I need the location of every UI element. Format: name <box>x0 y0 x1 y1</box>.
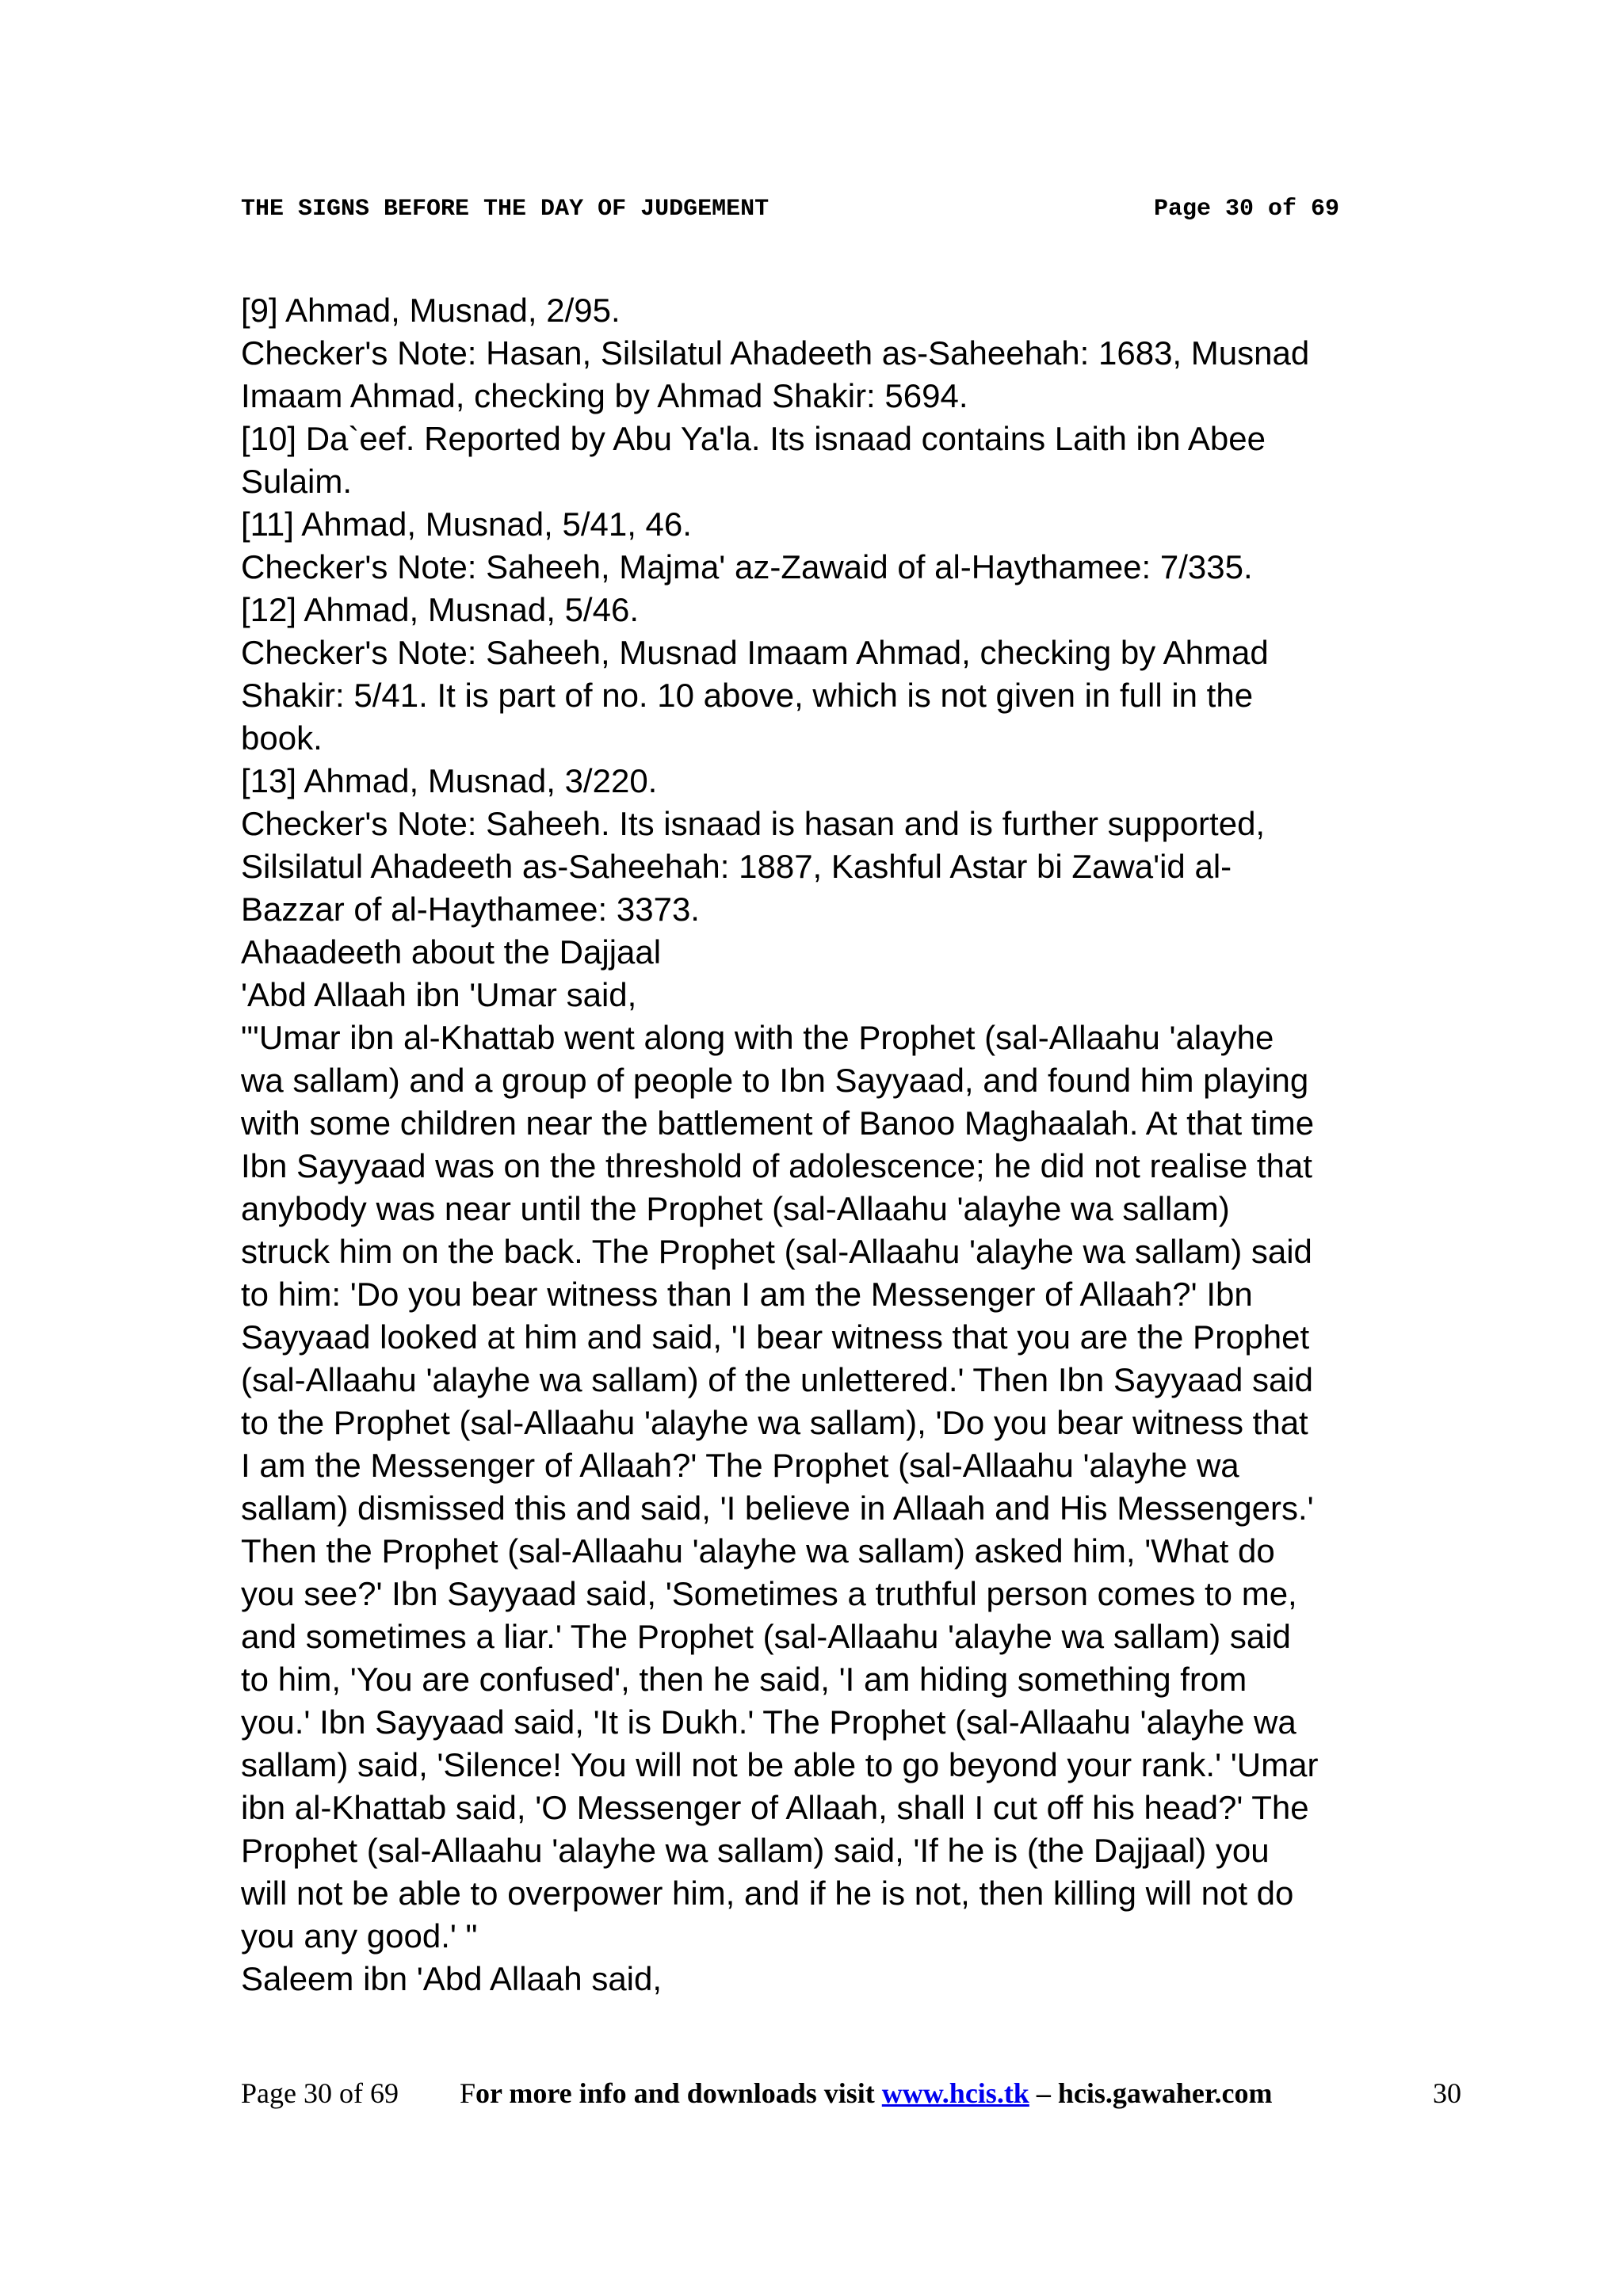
body-line: wa sallam) and a group of people to Ibn Sayyaad, and found him playing <box>241 1062 1309 1099</box>
body-line: Checker's Note: Hasan, Silsilatul Ahadeeth as-Saheehah: 1683, Musnad <box>241 334 1310 372</box>
body-line: Imaam Ahmad, checking by Ahmad Shakir: 5694. <box>241 377 968 414</box>
body-line: [9] Ahmad, Musnad, 2/95. <box>241 292 621 329</box>
body-line: Saleem ibn 'Abd Allaah said, <box>241 1960 663 1997</box>
body-line: Checker's Note: Saheeh, Majma' az-Zawaid of al-Haythamee: 7/335. <box>241 548 1253 585</box>
body-line: Sayyaad looked at him and said, 'I bear witness that you are the Prophet <box>241 1318 1310 1356</box>
footer-page-number: 30 <box>1433 2077 1461 2109</box>
promo-text: or more info and downloads visit <box>475 2077 882 2109</box>
section-heading: Ahaadeeth about the Dajjaal <box>241 933 662 971</box>
body-line: Ibn Sayyaad was on the threshold of adolescence; he did not realise that <box>241 1147 1312 1184</box>
body-line: anybody was near until the Prophet (sal-Allaahu 'alayhe wa sallam) <box>241 1190 1230 1227</box>
body-line: sallam) said, 'Silence! You will not be able to go beyond your rank.' 'Umar <box>241 1746 1319 1783</box>
promo-separator: – hcis.gawaher.com <box>1029 2077 1273 2109</box>
header-page-label: Page 30 of 69 <box>1154 196 1340 223</box>
body-line: will not be able to overpower him, and if he is not, then killing will not do <box>241 1875 1294 1912</box>
body-line: Checker's Note: Saheeh. Its isnaad is hasan and is further supported, <box>241 805 1266 842</box>
body-line: [10] Da`eef. Reported by Abu Ya'la. Its isnaad contains Laith ibn Abee <box>241 420 1266 457</box>
body-line: you see?' Ibn Sayyaad said, 'Sometimes a truthful person comes to me, <box>241 1575 1297 1612</box>
body-line: to him, 'You are confused', then he said, 'I am hiding something from <box>241 1661 1247 1698</box>
body-line: to him: 'Do you bear witness than I am the Messenger of Allaah?' Ibn <box>241 1276 1253 1313</box>
body-line: (sal-Allaahu 'alayhe wa sallam) of the unlettered.' Then Ibn Sayyaad said <box>241 1361 1314 1398</box>
body-line: [11] Ahmad, Musnad, 5/41, 46. <box>241 505 692 543</box>
document-title: THE SIGNS BEFORE THE DAY OF JUDGEMENT <box>241 196 769 223</box>
body-line: I am the Messenger of Allaah?' The Prophet (sal-Allaahu 'alayhe wa <box>241 1447 1239 1484</box>
page-header <box>241 193 1366 225</box>
footer-page-info: Page 30 of 69 <box>241 2077 399 2109</box>
body-line: and sometimes a liar.' The Prophet (sal-Allaahu 'alayhe wa sallam) said <box>241 1618 1291 1655</box>
body-line: Shakir: 5/41. It is part of no. 10 above, which is not given in full in the <box>241 677 1254 714</box>
body-line: sallam) dismissed this and said, 'I believe in Allaah and His Messengers.' <box>241 1489 1314 1527</box>
body-line: struck him on the back. The Prophet (sal-Allaahu 'alayhe wa sallam) said <box>241 1233 1312 1270</box>
body-line: with some children near the battlement of Banoo Maghaalah. At that time <box>241 1104 1315 1142</box>
body-line: [12] Ahmad, Musnad, 5/46. <box>241 591 639 628</box>
body-line: Silsilatul Ahadeeth as-Saheehah: 1887, Kashful Astar bi Zawa'id al- <box>241 848 1232 885</box>
body-line: ibn al-Khattab said, 'O Messenger of Allaah, shall I cut off his head?' The <box>241 1789 1309 1826</box>
document-body <box>241 289 1461 2000</box>
page-footer <box>241 2073 1461 2113</box>
body-line: book. <box>241 719 323 757</box>
body-line: [13] Ahmad, Musnad, 3/220. <box>241 762 658 799</box>
body-line: Sulaim. <box>241 463 353 500</box>
body-line: Bazzar of al-Haythamee: 3373. <box>241 891 700 928</box>
body-line: Prophet (sal-Allaahu 'alayhe wa sallam) said, 'If he is (the Dajjaal) you <box>241 1832 1270 1869</box>
body-line: Then the Prophet (sal-Allaahu 'alayhe wa sallam) asked him, 'What do <box>241 1532 1275 1569</box>
website-link[interactable]: www.hcis.tk <box>881 2077 1029 2109</box>
body-line: you any good.' " <box>241 1917 478 1955</box>
body-line: to the Prophet (sal-Allaahu 'alayhe wa sallam), 'Do you bear witness that <box>241 1404 1308 1441</box>
promo-first-letter: F <box>460 2077 476 2109</box>
body-line: "'Umar ibn al-Khattab went along with the Prophet (sal-Allaahu 'alayhe <box>241 1019 1274 1056</box>
body-line: 'Abd Allaah ibn 'Umar said, <box>241 976 637 1013</box>
footer-promo <box>460 2073 1272 2113</box>
body-line: Checker's Note: Saheeh, Musnad Imaam Ahmad, checking by Ahmad <box>241 634 1269 671</box>
body-line: you.' Ibn Sayyaad said, 'It is Dukh.' The Prophet (sal-Allaahu 'alayhe wa <box>241 1703 1296 1741</box>
